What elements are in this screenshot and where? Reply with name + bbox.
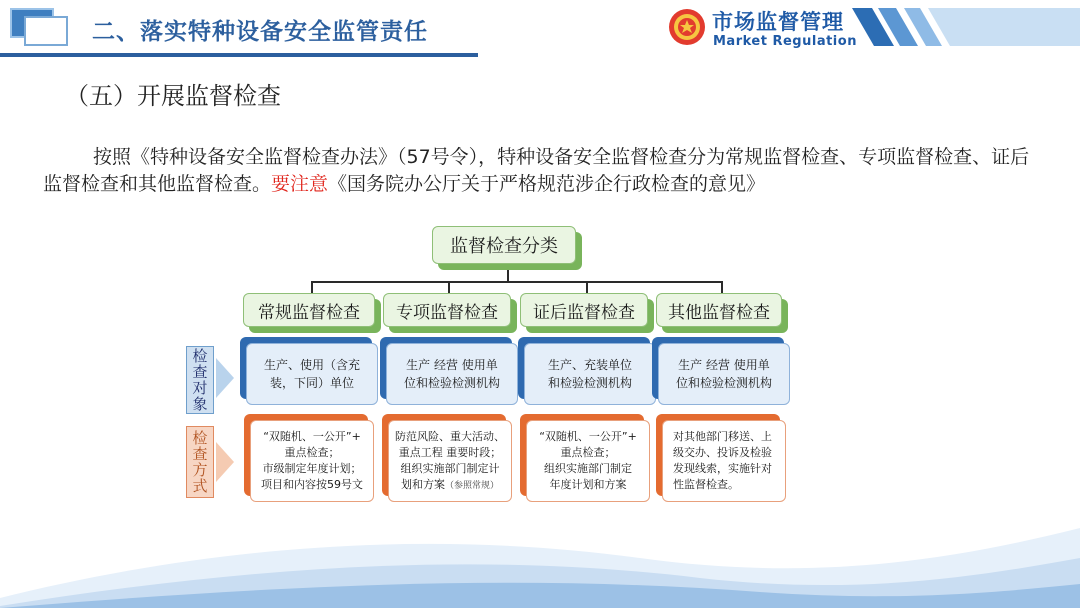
object-line: 生产 经营 使用单 [678,358,770,372]
object-line: 生产、使用（含充 [263,358,360,372]
object-line: 生产 经营 使用单 [406,358,498,372]
paragraph-text-after: 《国务院办公厅关于严格规范涉企行政检查的意见》 [328,173,766,195]
method-line: 组织实施部门制定 [544,462,632,475]
object-line: 和检验检测机构 [547,376,632,390]
paragraph-highlight: 要注意 [271,173,329,195]
method-line: 项目和内容按59号文 [261,478,363,491]
object-box-text [386,343,518,405]
object-line: 位和检验检测机构 [675,376,772,390]
object-box-3 [524,343,656,405]
intro-paragraph [43,144,1033,198]
method-line: 重点检查； [560,446,616,459]
method-note: （参照常规） [444,480,499,491]
object-line: 生产、充装单位 [547,358,632,372]
connector-cat-1 [311,281,313,293]
method-line: 防范风险、重大活动、 [395,429,505,443]
root-node-label: 监督检查分类 [432,226,576,264]
header-underline [0,53,478,57]
object-line: 位和检验检测机构 [403,376,500,390]
paragraph-text: 按照《特种设备安全监督检查办法》（57号令），特种设备安全监督检查分为常规监督检查、专项监督检查、证后监督检查和其他监督检查。 [43,146,1030,195]
category-label: 常规监督检查 [243,293,375,327]
connector-cat-4 [721,281,723,293]
category-node-3 [520,293,654,333]
method-line: 组织实施部门制定计 [400,461,500,475]
arrow-methods [216,442,234,482]
connector-horizontal [311,281,721,283]
method-line: 市级制定年度计划； [262,462,362,475]
slide-title: 二、落实特种设备安全监管责任 [92,19,428,45]
brand-name-cn: 市场监督管理 [712,10,844,34]
method-line: 划和方案 [400,477,445,491]
method-line: 性监督检查。 [673,478,739,491]
method-line: 对其他部门移送、上 [673,430,772,443]
section-heading: （五）开展监督检查 [65,82,281,110]
method-line: 发现线索，实施针对 [673,462,772,475]
background-waves [0,488,1080,608]
connector-cat-3 [586,281,588,293]
header-stripes [852,8,1080,46]
root-node [432,226,582,270]
object-box-text [246,343,378,405]
method-line: “双随机、一公开”+ [263,430,361,443]
method-line: 级交办、投诉及检验 [673,446,772,459]
arrow-objects [216,358,234,398]
method-line: 重点检查； [284,446,340,459]
object-box-4 [658,343,790,405]
method-line: “双随机、一公开”+ [539,430,637,443]
method-line: 年度计划和方案 [549,478,627,491]
category-node-4 [656,293,788,333]
category-node-1 [243,293,381,333]
header-square-front [24,16,68,46]
emblem-icon [668,8,706,46]
row-label-objects: 检查对象 [186,346,214,414]
object-box-text [524,343,656,405]
object-box-2 [386,343,518,405]
brand-name-en: Market Regulation [713,34,857,49]
object-box-text [658,343,790,405]
object-box-1 [246,343,378,405]
method-line: 重点工程 重要时段； [398,445,502,459]
object-line: 装，下同）单位 [269,376,354,390]
category-node-2 [383,293,517,333]
category-label: 专项监督检查 [383,293,511,327]
connector-cat-2 [448,281,450,293]
category-label: 其他监督检查 [656,293,782,327]
row-label-methods: 检查方式 [186,426,214,498]
category-label: 证后监督检查 [520,293,648,327]
